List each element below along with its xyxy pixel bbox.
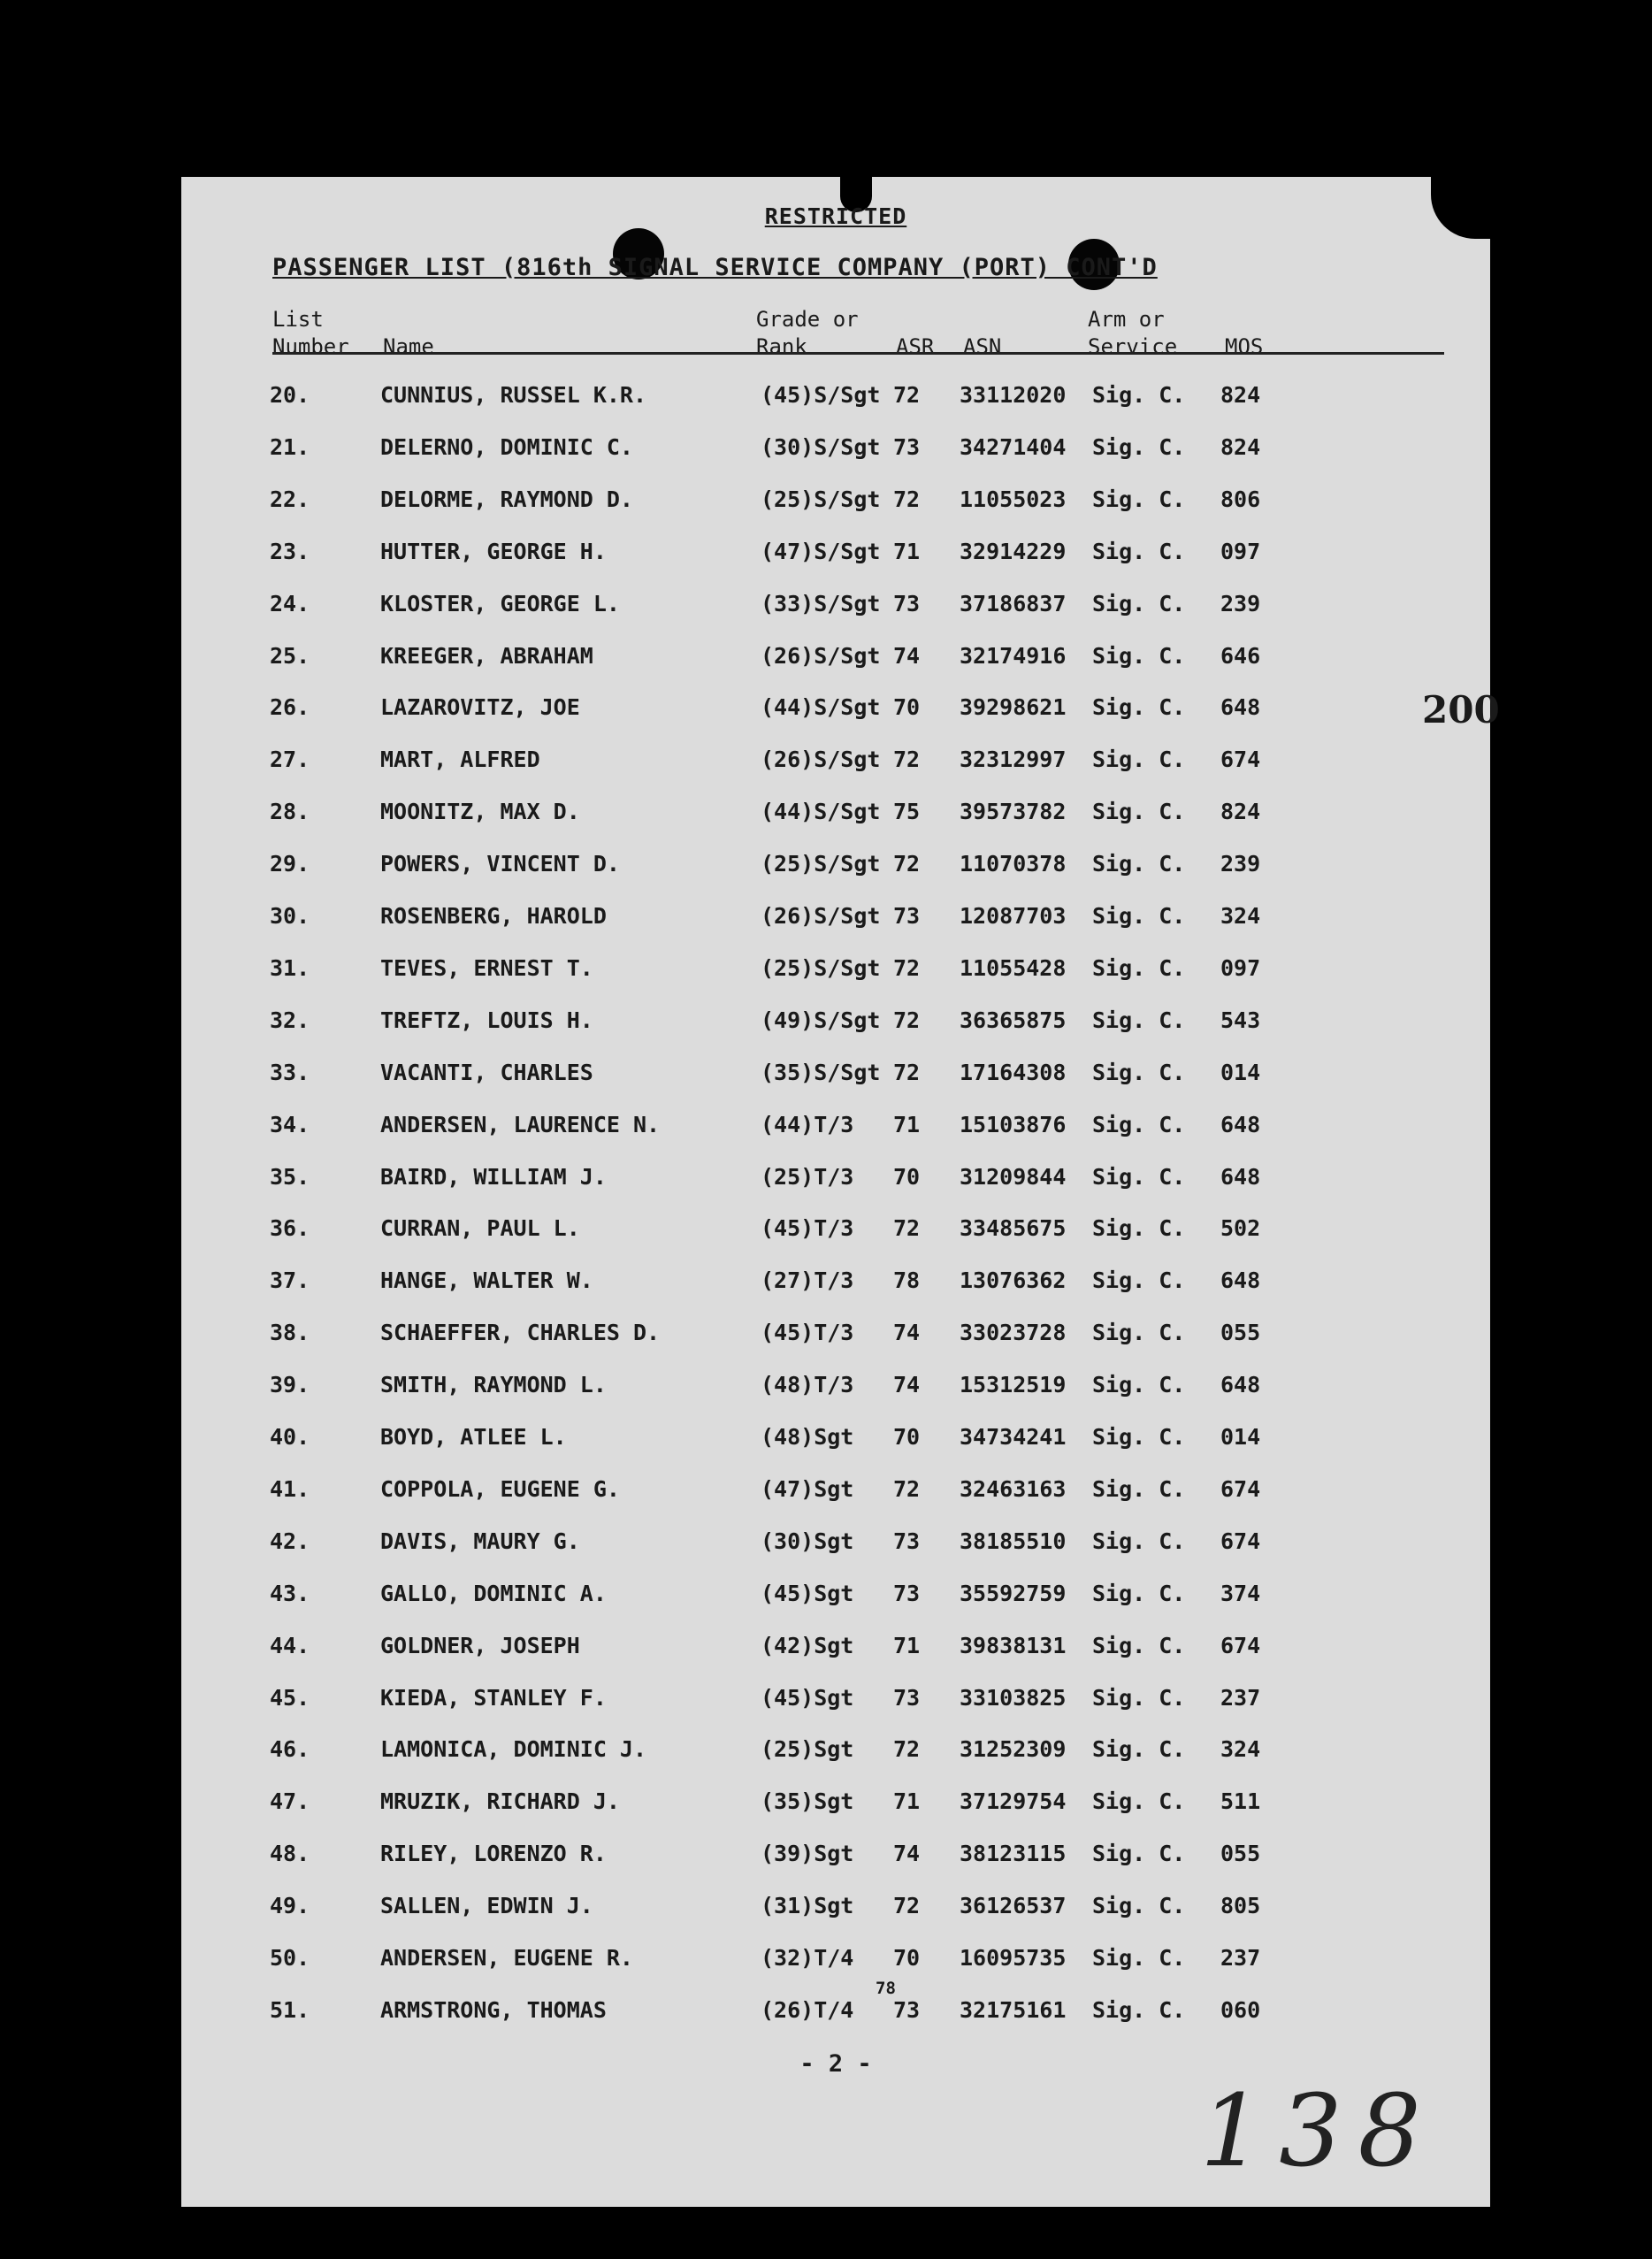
cell-mos: 097 xyxy=(1220,954,1261,981)
cell-grade: (32)T/4 xyxy=(761,1945,854,1971)
cell-grade: (26)S/Sgt xyxy=(761,747,881,773)
cell-num: 46. xyxy=(270,1736,310,1763)
cell-num: 40. xyxy=(270,1424,310,1450)
cell-arm: Sig. C. xyxy=(1092,1320,1186,1346)
table-row xyxy=(181,1893,1490,1928)
cell-asr: 72 xyxy=(893,954,921,981)
cell-grade: (47)Sgt xyxy=(761,1475,854,1502)
cell-grade: (48)Sgt xyxy=(761,1424,854,1450)
cell-grade: (48)T/3 xyxy=(761,1372,854,1398)
cell-name: ARMSTRONG, THOMAS xyxy=(380,1996,607,2023)
cell-arm: Sig. C. xyxy=(1092,1267,1186,1294)
cell-mos: 060 xyxy=(1220,1996,1261,2023)
cell-asn: 31209844 xyxy=(960,1163,1067,1190)
cell-asn: 17164308 xyxy=(960,1059,1067,1085)
cell-mos: 648 xyxy=(1220,1372,1261,1398)
cell-mos: 674 xyxy=(1220,1632,1261,1658)
cell-mos: 014 xyxy=(1220,1424,1261,1450)
cell-arm: Sig. C. xyxy=(1092,1893,1186,1919)
cell-name: COPPOLA, EUGENE G. xyxy=(380,1475,620,1502)
cell-num: 31. xyxy=(270,954,310,981)
cell-num: 29. xyxy=(270,851,310,877)
cell-mos: 824 xyxy=(1220,799,1261,825)
cell-asn: 39298621 xyxy=(960,694,1067,721)
table-row xyxy=(181,1528,1490,1564)
cell-asn: 11055428 xyxy=(960,954,1067,981)
cell-asn: 32914229 xyxy=(960,538,1067,564)
cell-asr: 72 xyxy=(893,1893,921,1919)
table-row xyxy=(181,1320,1490,1355)
cell-name: KIEDA, STANLEY F. xyxy=(380,1684,607,1711)
cell-arm: Sig. C. xyxy=(1092,1372,1186,1398)
cell-name: SCHAEFFER, CHARLES D. xyxy=(380,1320,661,1346)
cell-asr: 70 xyxy=(893,1163,921,1190)
table-row xyxy=(181,799,1490,834)
cell-name: RILEY, LORENZO R. xyxy=(380,1841,607,1867)
cell-arm: Sig. C. xyxy=(1092,486,1186,512)
table-row xyxy=(181,1215,1490,1251)
cell-name: GALLO, DOMINIC A. xyxy=(380,1580,607,1606)
cell-name: DELERNO, DOMINIC C. xyxy=(380,433,633,460)
cell-name: TEVES, ERNEST T. xyxy=(380,954,593,981)
table-row xyxy=(181,1112,1490,1147)
cell-asr: 70 xyxy=(893,1424,921,1450)
cell-asr: 78 xyxy=(893,1267,921,1294)
cell-grade: (35)S/Sgt xyxy=(761,1059,881,1085)
cell-asn: 32463163 xyxy=(960,1475,1067,1502)
cell-asr: 70 xyxy=(893,694,921,721)
cell-asn: 34734241 xyxy=(960,1424,1067,1450)
cell-num: 44. xyxy=(270,1632,310,1658)
cell-grade: (25)S/Sgt xyxy=(761,851,881,877)
cell-asr: 73 xyxy=(893,903,921,929)
cell-grade: (44)S/Sgt xyxy=(761,799,881,825)
table-row xyxy=(181,747,1490,782)
cell-num: 47. xyxy=(270,1788,310,1815)
cell-mos: 805 xyxy=(1220,1893,1261,1919)
cell-arm: Sig. C. xyxy=(1092,1007,1186,1033)
cell-num: 24. xyxy=(270,590,310,616)
cell-mos: 324 xyxy=(1220,1736,1261,1763)
cell-name: BAIRD, WILLIAM J. xyxy=(380,1163,607,1190)
cell-grade: (26)S/Sgt xyxy=(761,642,881,669)
table-row xyxy=(181,851,1490,886)
cell-mos: 543 xyxy=(1220,1007,1261,1033)
cell-grade: (30)Sgt xyxy=(761,1528,854,1554)
cell-arm: Sig. C. xyxy=(1092,1059,1186,1085)
cell-asn: 33103825 xyxy=(960,1684,1067,1711)
cell-arm: Sig. C. xyxy=(1092,1111,1186,1137)
cell-asn: 32312997 xyxy=(960,747,1067,773)
cell-arm: Sig. C. xyxy=(1092,433,1186,460)
cell-asr: 72 xyxy=(893,1007,921,1033)
cell-name: SMITH, RAYMOND L. xyxy=(380,1372,607,1398)
cell-num: 39. xyxy=(270,1372,310,1398)
cell-asn: 36365875 xyxy=(960,1007,1067,1033)
cell-mos: 014 xyxy=(1220,1059,1261,1085)
table-row xyxy=(181,903,1490,938)
cell-arm: Sig. C. xyxy=(1092,590,1186,616)
cell-asn: 33023728 xyxy=(960,1320,1067,1346)
cell-name: VACANTI, CHARLES xyxy=(380,1059,593,1085)
cell-name: KLOSTER, GEORGE L. xyxy=(380,590,620,616)
cell-asn: 11070378 xyxy=(960,851,1067,877)
cell-asr: 73 xyxy=(893,590,921,616)
cell-num: 27. xyxy=(270,747,310,773)
cell-asr: 72 xyxy=(893,1059,921,1085)
cell-grade: (45)Sgt xyxy=(761,1580,854,1606)
cell-asn: 37186837 xyxy=(960,590,1067,616)
cell-name: CURRAN, PAUL L. xyxy=(380,1215,580,1242)
cell-asr: 74 xyxy=(893,1320,921,1346)
table-row xyxy=(181,1164,1490,1199)
cell-mos: 055 xyxy=(1220,1841,1261,1867)
cell-name: LAZAROVITZ, JOE xyxy=(380,694,580,721)
table-row xyxy=(181,955,1490,991)
cell-mos: 239 xyxy=(1220,851,1261,877)
cell-name: DAVIS, MAURY G. xyxy=(380,1528,580,1554)
cell-name: CUNNIUS, RUSSEL K.R. xyxy=(380,382,647,408)
cell-arm: Sig. C. xyxy=(1092,1996,1186,2023)
table-row xyxy=(181,1997,1490,2033)
cell-asr: 72 xyxy=(893,1736,921,1763)
cell-asr: 73 xyxy=(893,1684,921,1711)
cell-num: 41. xyxy=(270,1475,310,1502)
cell-mos: 824 xyxy=(1220,433,1261,460)
cell-num: 42. xyxy=(270,1528,310,1554)
cell-asr: 70 xyxy=(893,1945,921,1971)
cell-mos: 648 xyxy=(1220,1163,1261,1190)
cell-num: 21. xyxy=(270,433,310,460)
column-header-name: Name xyxy=(383,334,434,359)
cell-name: DELORME, RAYMOND D. xyxy=(380,486,633,512)
cell-grade: (31)Sgt xyxy=(761,1893,854,1919)
column-header-asr: ASR xyxy=(896,334,935,359)
cell-arm: Sig. C. xyxy=(1092,851,1186,877)
margin-number: 200 xyxy=(1422,688,1500,731)
cell-asr: 72 xyxy=(893,851,921,877)
cell-num: 33. xyxy=(270,1059,310,1085)
cell-grade: (45)T/3 xyxy=(761,1215,854,1242)
cell-grade: (26)S/Sgt xyxy=(761,903,881,929)
document-title: PASSENGER LIST (816th SIGNAL SERVICE COMPANY (PORT) CONT'D xyxy=(272,254,1158,281)
cell-grade: (44)S/Sgt xyxy=(761,694,881,721)
cell-mos: 055 xyxy=(1220,1320,1261,1346)
cell-num: 35. xyxy=(270,1163,310,1190)
cell-asr: 74 xyxy=(893,1841,921,1867)
page-number: - 2 - xyxy=(799,2050,872,2078)
table-row xyxy=(181,1424,1490,1459)
cell-asn: 33485675 xyxy=(960,1215,1067,1242)
cell-arm: Sig. C. xyxy=(1092,694,1186,721)
handwritten-number: 138 xyxy=(1200,2074,1437,2189)
cell-grade: (45)S/Sgt xyxy=(761,382,881,408)
cell-name: SALLEN, EDWIN J. xyxy=(380,1893,593,1919)
cell-arm: Sig. C. xyxy=(1092,1788,1186,1815)
cell-grade: (25)S/Sgt xyxy=(761,954,881,981)
cell-grade: (30)S/Sgt xyxy=(761,433,881,460)
cell-num: 43. xyxy=(270,1580,310,1606)
table-row xyxy=(181,1788,1490,1824)
cell-num: 22. xyxy=(270,486,310,512)
cell-grade: (27)T/3 xyxy=(761,1267,854,1294)
cell-arm: Sig. C. xyxy=(1092,1684,1186,1711)
cell-asn: 13076362 xyxy=(960,1267,1067,1294)
cell-mos: 237 xyxy=(1220,1684,1261,1711)
cell-num: 26. xyxy=(270,694,310,721)
cell-num: 48. xyxy=(270,1841,310,1867)
table-row xyxy=(181,382,1490,417)
cell-grade: (47)S/Sgt xyxy=(761,538,881,564)
table-row xyxy=(181,539,1490,574)
cell-num: 20. xyxy=(270,382,310,408)
table-row xyxy=(181,1476,1490,1512)
cell-name: BOYD, ATLEE L. xyxy=(380,1424,567,1450)
cell-asn: 12087703 xyxy=(960,903,1067,929)
cell-asn: 15312519 xyxy=(960,1372,1067,1398)
table-row xyxy=(181,434,1490,470)
column-header-list: List Number xyxy=(272,307,349,359)
cell-asr: 72 xyxy=(893,1475,921,1502)
cell-arm: Sig. C. xyxy=(1092,799,1186,825)
cell-num: 51. xyxy=(270,1996,310,2023)
table-row xyxy=(181,1841,1490,1876)
cell-name: ROSENBERG, HAROLD xyxy=(380,903,607,929)
cell-num: 28. xyxy=(270,799,310,825)
cell-grade: (45)T/3 xyxy=(761,1320,854,1346)
cell-asn: 34271404 xyxy=(960,433,1067,460)
cell-mos: 648 xyxy=(1220,694,1261,721)
cell-arm: Sig. C. xyxy=(1092,1945,1186,1971)
cell-arm: Sig. C. xyxy=(1092,1580,1186,1606)
cell-asn: 15103876 xyxy=(960,1111,1067,1137)
table-row xyxy=(181,1060,1490,1095)
cell-num: 38. xyxy=(270,1320,310,1346)
table-row xyxy=(181,1267,1490,1303)
cell-name: GOLDNER, JOSEPH xyxy=(380,1632,580,1658)
cell-grade: (42)Sgt xyxy=(761,1632,854,1658)
cell-num: 49. xyxy=(270,1893,310,1919)
cell-asn: 39838131 xyxy=(960,1632,1067,1658)
cell-asr: 72 xyxy=(893,747,921,773)
cell-mos: 097 xyxy=(1220,538,1261,564)
cell-arm: Sig. C. xyxy=(1092,538,1186,564)
cell-mos: 239 xyxy=(1220,590,1261,616)
table-row xyxy=(181,1736,1490,1772)
table-row xyxy=(181,1007,1490,1043)
cell-num: 23. xyxy=(270,538,310,564)
cell-asn: 11055023 xyxy=(960,486,1067,512)
cell-grade: (49)S/Sgt xyxy=(761,1007,881,1033)
cell-num: 50. xyxy=(270,1945,310,1971)
cell-arm: Sig. C. xyxy=(1092,642,1186,669)
cell-arm: Sig. C. xyxy=(1092,1841,1186,1867)
cell-asn: 31252309 xyxy=(960,1736,1067,1763)
cell-name: MRUZIK, RICHARD J. xyxy=(380,1788,620,1815)
cell-arm: Sig. C. xyxy=(1092,747,1186,773)
cell-grade: (39)Sgt xyxy=(761,1841,854,1867)
cell-asn: 33112020 xyxy=(960,382,1067,408)
column-header-arm: Arm or Service xyxy=(1088,307,1178,359)
cell-asr: 71 xyxy=(893,1632,921,1658)
restricted-stamp: RESTRICTED xyxy=(764,203,907,229)
column-header-mos: MOS xyxy=(1225,334,1264,359)
cell-asn: 38185510 xyxy=(960,1528,1067,1554)
cell-name: MOONITZ, MAX D. xyxy=(380,799,580,825)
cell-arm: Sig. C. xyxy=(1092,1475,1186,1502)
table-row xyxy=(181,1945,1490,1980)
table-row xyxy=(181,1581,1490,1616)
cell-asr: 71 xyxy=(893,1111,921,1137)
cell-arm: Sig. C. xyxy=(1092,1736,1186,1763)
cell-num: 45. xyxy=(270,1684,310,1711)
table-row xyxy=(181,1372,1490,1407)
cell-asr: 74 xyxy=(893,1372,921,1398)
cell-mos: 237 xyxy=(1220,1945,1261,1971)
cell-asn: 32174916 xyxy=(960,642,1067,669)
column-header-grade: Grade or Rank xyxy=(756,307,859,359)
cell-name: ANDERSEN, LAURENCE N. xyxy=(380,1111,661,1137)
cell-name: LAMONICA, DOMINIC J. xyxy=(380,1736,647,1763)
cell-grade: (26)T/4 xyxy=(761,1996,854,2023)
table-row xyxy=(181,694,1490,730)
cell-name: POWERS, VINCENT D. xyxy=(380,851,620,877)
cell-num: 32. xyxy=(270,1007,310,1033)
table-row xyxy=(181,643,1490,678)
cell-arm: Sig. C. xyxy=(1092,382,1186,408)
cell-num: 34. xyxy=(270,1111,310,1137)
cell-arm: Sig. C. xyxy=(1092,954,1186,981)
cell-asn: 36126537 xyxy=(960,1893,1067,1919)
cell-asr: 75 xyxy=(893,799,921,825)
cell-mos: 502 xyxy=(1220,1215,1261,1242)
cell-arm: Sig. C. xyxy=(1092,1424,1186,1450)
cell-asr: 72 xyxy=(893,486,921,512)
cell-grade: (35)Sgt xyxy=(761,1788,854,1815)
cell-asn: 32175161 xyxy=(960,1996,1067,2023)
cell-asr: 73 xyxy=(893,433,921,460)
cell-asr: 74 xyxy=(893,642,921,669)
cell-mos: 674 xyxy=(1220,747,1261,773)
cell-num: 30. xyxy=(270,903,310,929)
cell-mos: 511 xyxy=(1220,1788,1261,1815)
cell-asn: 16095735 xyxy=(960,1945,1067,1971)
table-row xyxy=(181,1633,1490,1668)
cell-mos: 674 xyxy=(1220,1475,1261,1502)
asr-correction: 78 xyxy=(876,1979,896,1998)
table-row xyxy=(181,1685,1490,1720)
cell-grade: (25)T/3 xyxy=(761,1163,854,1190)
cell-mos: 648 xyxy=(1220,1111,1261,1137)
cell-num: 25. xyxy=(270,642,310,669)
cell-name: TREFTZ, LOUIS H. xyxy=(380,1007,593,1033)
cell-mos: 374 xyxy=(1220,1580,1261,1606)
cell-mos: 674 xyxy=(1220,1528,1261,1554)
cell-num: 37. xyxy=(270,1267,310,1294)
cell-num: 36. xyxy=(270,1215,310,1242)
table-row xyxy=(181,486,1490,522)
cell-asr: 72 xyxy=(893,1215,921,1242)
cell-grade: (44)T/3 xyxy=(761,1111,854,1137)
cell-arm: Sig. C. xyxy=(1092,1632,1186,1658)
cell-asn: 38123115 xyxy=(960,1841,1067,1867)
cell-asn: 39573782 xyxy=(960,799,1067,825)
cell-arm: Sig. C. xyxy=(1092,1163,1186,1190)
cell-arm: Sig. C. xyxy=(1092,1528,1186,1554)
table-row xyxy=(181,591,1490,626)
cell-mos: 324 xyxy=(1220,903,1261,929)
cell-name: HANGE, WALTER W. xyxy=(380,1267,593,1294)
cell-arm: Sig. C. xyxy=(1092,903,1186,929)
document-page xyxy=(181,177,1500,2207)
cell-mos: 824 xyxy=(1220,382,1261,408)
cell-name: ANDERSEN, EUGENE R. xyxy=(380,1945,633,1971)
cell-name: KREEGER, ABRAHAM xyxy=(380,642,593,669)
cell-asr: 71 xyxy=(893,1788,921,1815)
cell-asr: 71 xyxy=(893,538,921,564)
cell-mos: 806 xyxy=(1220,486,1261,512)
header-rule xyxy=(272,352,1444,355)
cell-arm: Sig. C. xyxy=(1092,1215,1186,1242)
cell-asr: 73 xyxy=(893,1528,921,1554)
cell-asn: 35592759 xyxy=(960,1580,1067,1606)
cell-mos: 648 xyxy=(1220,1267,1261,1294)
cell-name: MART, ALFRED xyxy=(380,747,540,773)
cell-grade: (33)S/Sgt xyxy=(761,590,881,616)
column-header-asn: ASN xyxy=(963,334,1002,359)
cell-grade: (25)Sgt xyxy=(761,1736,854,1763)
cell-asr: 73 xyxy=(893,1580,921,1606)
cell-grade: (25)S/Sgt xyxy=(761,486,881,512)
cell-asr: 72 xyxy=(893,382,921,408)
cell-asn: 37129754 xyxy=(960,1788,1067,1815)
cell-mos: 646 xyxy=(1220,642,1261,669)
cell-asr: 73 xyxy=(893,1996,921,2023)
cell-name: HUTTER, GEORGE H. xyxy=(380,538,607,564)
cell-grade: (45)Sgt xyxy=(761,1684,854,1711)
